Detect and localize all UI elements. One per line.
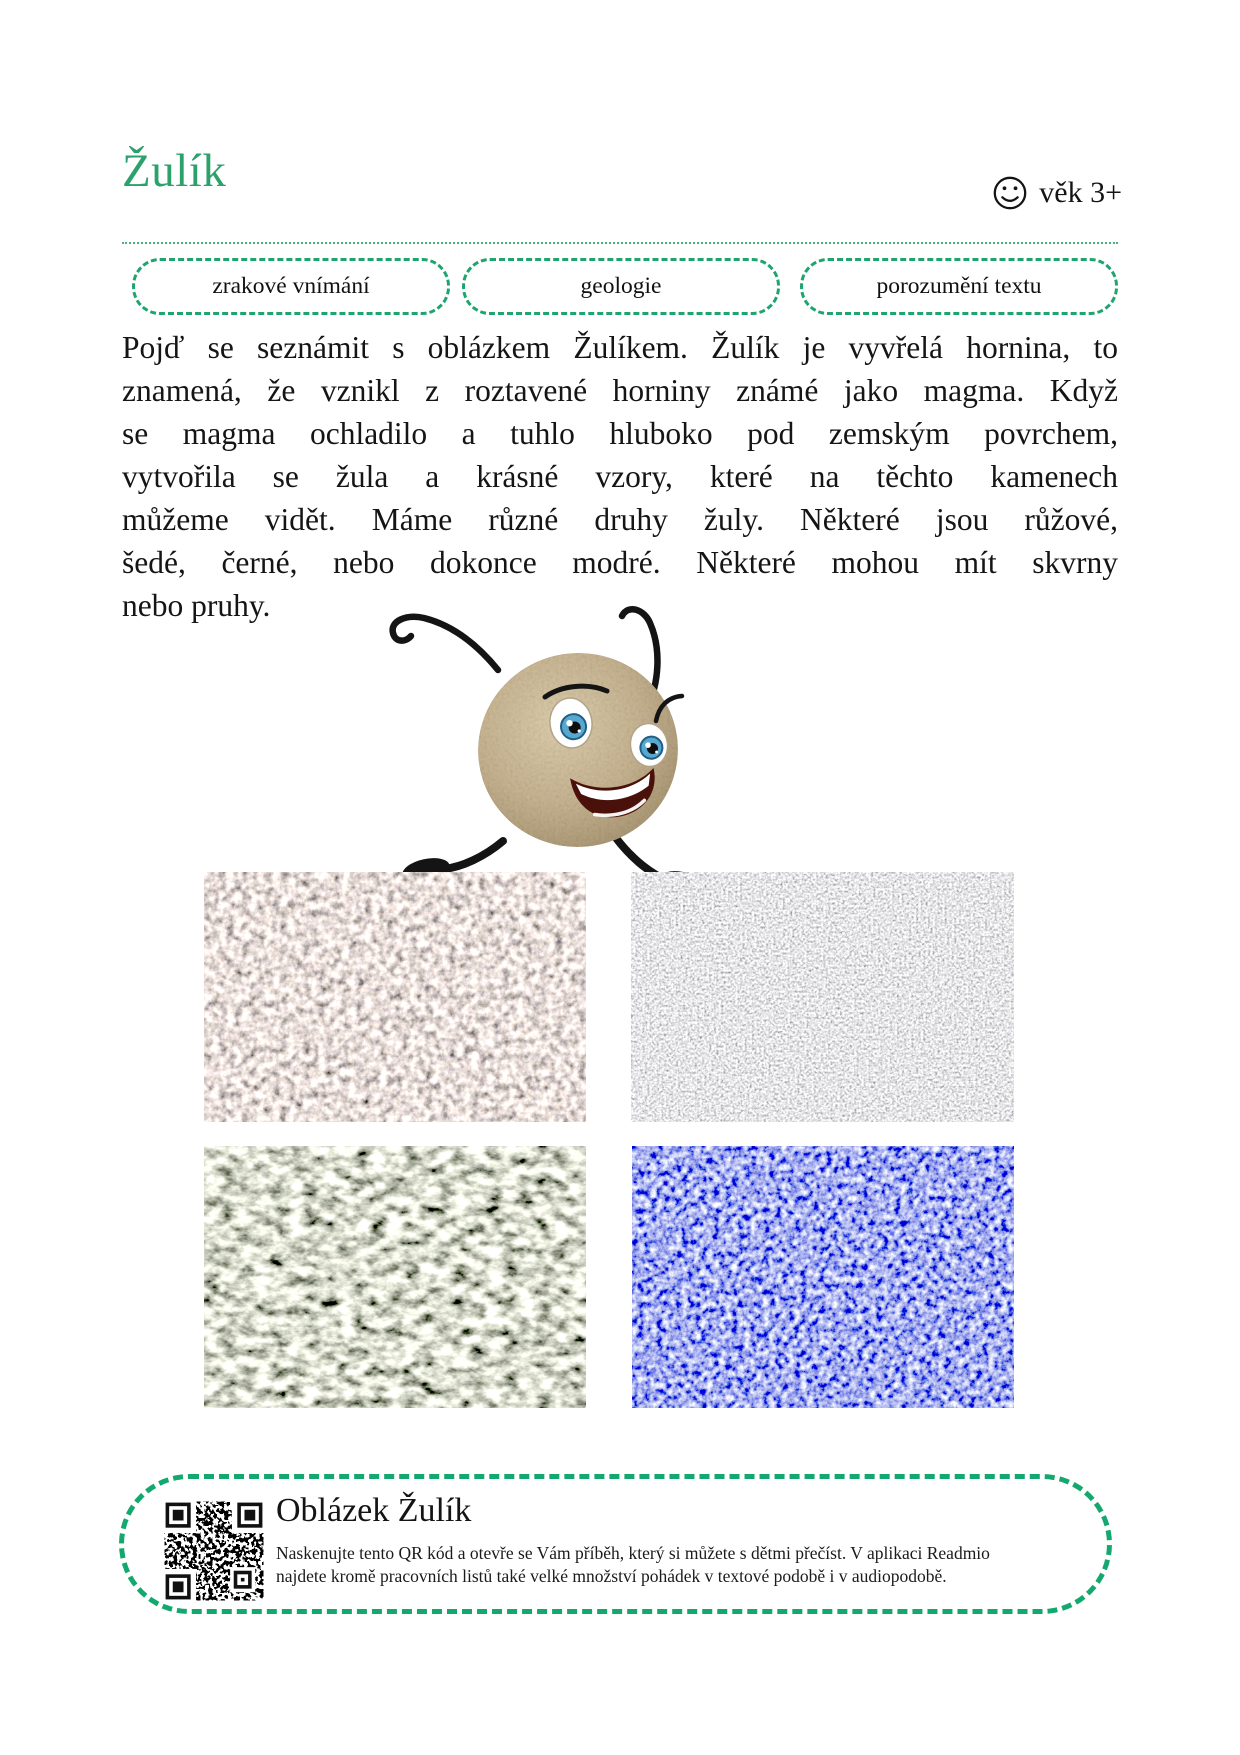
footer-description-line: najdete kromě pracovních listů také velké množství pohádek v textové podobě i v audiopodobě. <box>276 1566 947 1587</box>
paragraph-line: znamená, že vznikl z roztavené horniny známé jako magma. Když <box>122 373 1118 408</box>
age-label: věk 3+ <box>1039 176 1122 209</box>
character-left-leg <box>444 841 503 869</box>
character-left-arm <box>393 617 498 670</box>
granite-sample-dark <box>204 1146 586 1408</box>
paragraph-line: nebo pruhy. <box>122 588 271 623</box>
granite-sample-blue <box>632 1146 1014 1408</box>
page-title: Žulík <box>122 145 227 197</box>
granite-sample-gray <box>631 872 1014 1122</box>
paragraph-line: vytvořila se žula a krásné vzory, které na těchto kamenech <box>122 459 1118 494</box>
age-badge <box>991 174 1122 212</box>
zulik-character-illustration <box>356 573 708 903</box>
footer-description-line: Naskenujte tento QR kód a otevře se Vám příběh, který si můžete s dětmi přečíst. V aplikaci Readmio <box>276 1542 990 1563</box>
badge-porozumeni-textu: porozumění textu <box>800 258 1118 315</box>
smiley-face-icon <box>991 174 1029 212</box>
footer-title: Oblázek Žulík <box>276 1492 472 1529</box>
badge-geologie: geologie <box>462 258 780 315</box>
header-separator <box>122 242 1118 244</box>
paragraph-line: Pojď se seznámit s oblázkem Žulíkem. Žulík je vyvřelá hornina, to <box>122 330 1118 365</box>
badge-zrakove-vnimani: zrakové vnímání <box>132 258 450 315</box>
paragraph-line: šedé, černé, nebo dokonce modré. Některé mohou mít skvrny <box>122 545 1118 580</box>
footer-info-box <box>119 1474 1112 1614</box>
qr-code <box>162 1499 266 1603</box>
granite-sample-pink <box>204 872 586 1122</box>
paragraph-line: můžeme vidět. Máme různé druhy žuly. Některé jsou růžové, <box>122 502 1118 537</box>
skill-badges <box>132 258 1118 315</box>
paragraph-line: se magma ochladilo a tuhlo hluboko pod zemským povrchem, <box>122 416 1118 451</box>
